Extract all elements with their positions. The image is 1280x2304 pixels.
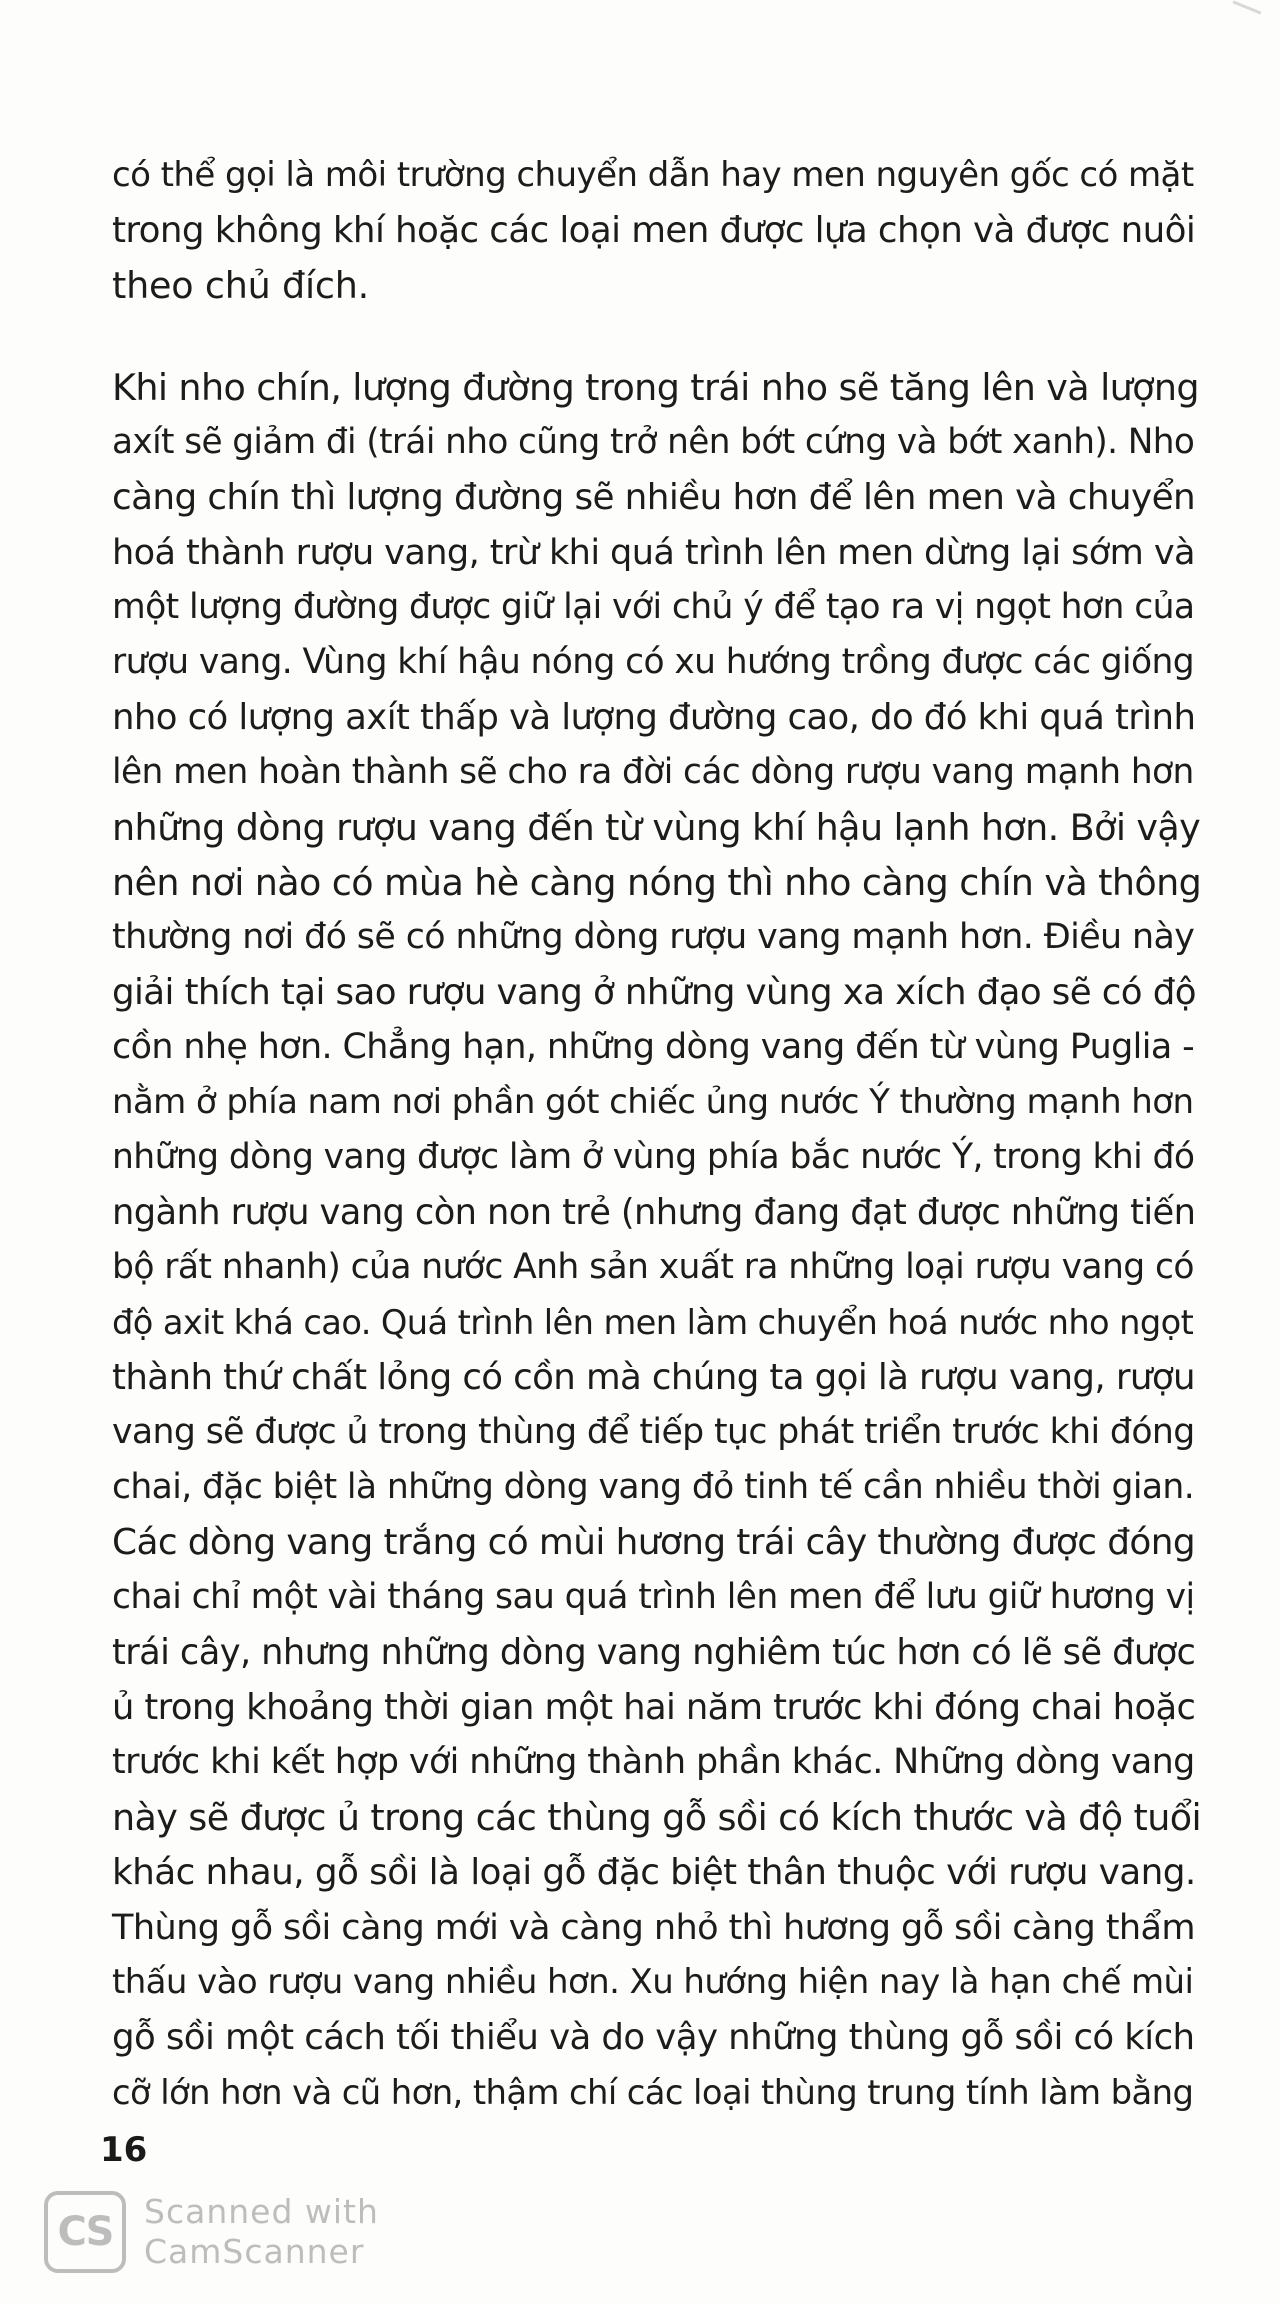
text-line: cồn nhẹ hơn. Chẳng hạn, những dòng vang đến từ vùng Puglia - (112, 1027, 1195, 1067)
text-line: bộ rất nhanh) của nước Anh sản xuất ra những loại rượu vang có (112, 1247, 1194, 1287)
text-line: những dòng rượu vang đến từ vùng khí hậu lạnh hơn. Bởi vậy (112, 806, 1201, 849)
text-line: có thể gọi là môi trường chuyển dẫn hay men nguyên gốc có mặt (112, 155, 1194, 195)
watermark-text (144, 2192, 379, 2272)
text-line: ngành rượu vang còn non trẻ (nhưng đang đạt được những tiến (112, 1192, 1196, 1233)
text-line: một lượng đường được giữ lại với chủ ý để tạo ra vị ngọt hơn của (112, 587, 1195, 627)
text-line: rượu vang. Vùng khí hậu nóng có xu hướng trồng được các giống (112, 642, 1195, 682)
text-line: axít sẽ giảm đi (trái nho cũng trở nên bớt cứng và bớt xanh). Nho (112, 422, 1195, 462)
text-line: thành thứ chất lỏng có cồn mà chúng ta gọi là rượu vang, rượu (112, 1357, 1195, 1398)
text-line: chai, đặc biệt là những dòng vang đỏ tinh tế cần nhiều thời gian. (112, 1467, 1195, 1507)
scan-edge-mark (1233, 0, 1262, 14)
text-line: theo chủ đích. (112, 264, 370, 307)
text-line: chai chỉ một vài tháng sau quá trình lên men để lưu giữ hương vị (112, 1577, 1195, 1617)
text-line: trước khi kết hợp với những thành phần khác. Những dòng vang (112, 1742, 1195, 1782)
text-line: gỗ sồi một cách tối thiểu và do vậy những thùng gỗ sồi có kích (112, 2017, 1195, 2058)
text-line: trong không khí hoặc các loại men được lựa chọn và được nuôi (112, 210, 1196, 251)
camscanner-logo-icon: CS (44, 2191, 126, 2273)
text-line: lên men hoàn thành sẽ cho ra đời các dòng rượu vang mạnh hơn (112, 752, 1194, 792)
text-line: Khi nho chín, lượng đường trong trái nho sẽ tăng lên và lượng (112, 366, 1199, 409)
paragraph-1 (112, 148, 1202, 313)
watermark-line-1: Scanned with (144, 2192, 379, 2231)
text-line: vang sẽ được ủ trong thùng để tiếp tục phát triển trước khi đóng (112, 1412, 1195, 1452)
watermark-line-2: CamScanner (144, 2232, 365, 2271)
text-line: này sẽ được ủ trong các thùng gỗ sồi có kích thước và độ tuổi (112, 1796, 1202, 1839)
text-line: Thùng gỗ sồi càng mới và càng nhỏ thì hương gỗ sồi càng thẩm (112, 1907, 1195, 1948)
text-line: độ axit khá cao. Quá trình lên men làm chuyển hoá nước nho ngọt (112, 1303, 1194, 1342)
text-line: nên nơi nào có mùa hè càng nóng thì nho càng chín và thông (112, 861, 1202, 904)
camscanner-watermark (44, 2188, 379, 2276)
text-line: cỡ lớn hơn và cũ hơn, thậm chí các loại thùng trung tính làm bằng (112, 2073, 1194, 2112)
text-line: những dòng vang được làm ở vùng phía bắc nước Ý, trong khi đó (112, 1137, 1195, 1177)
text-line: nho có lượng axít thấp và lượng đường cao, do đó khi quá trình (112, 697, 1196, 738)
text-line: giải thích tại sao rượu vang ở những vùng xa xích đạo sẽ có độ (112, 972, 1196, 1013)
text-line: ủ trong khoảng thời gian một hai năm trước khi đóng chai hoặc (112, 1687, 1196, 1728)
text-line: hoá thành rượu vang, trừ khi quá trình lên men dừng lại sớm và (112, 532, 1195, 573)
text-line: trái cây, nhưng những dòng vang nghiêm túc hơn có lẽ sẽ được (112, 1632, 1196, 1673)
text-line: càng chín thì lượng đường sẽ nhiều hơn để lên men và chuyển (112, 477, 1196, 518)
text-line: thường nơi đó sẽ có những dòng rượu vang mạnh hơn. Điều này (112, 917, 1195, 957)
page-number: 16 (100, 2130, 148, 2170)
text-line: khác nhau, gỗ sồi là loại gỗ đặc biệt thân thuộc với rượu vang. (112, 1852, 1196, 1893)
paragraph-2 (112, 360, 1202, 2120)
text-line: thấu vào rượu vang nhiều hơn. Xu hướng hiện nay là hạn chế mùi (112, 1962, 1194, 2002)
text-line: nằm ở phía nam nơi phần gót chiếc ủng nước Ý thường mạnh hơn (112, 1082, 1194, 1122)
text-line: Các dòng vang trắng có mùi hương trái cây thường được đóng (112, 1522, 1196, 1563)
